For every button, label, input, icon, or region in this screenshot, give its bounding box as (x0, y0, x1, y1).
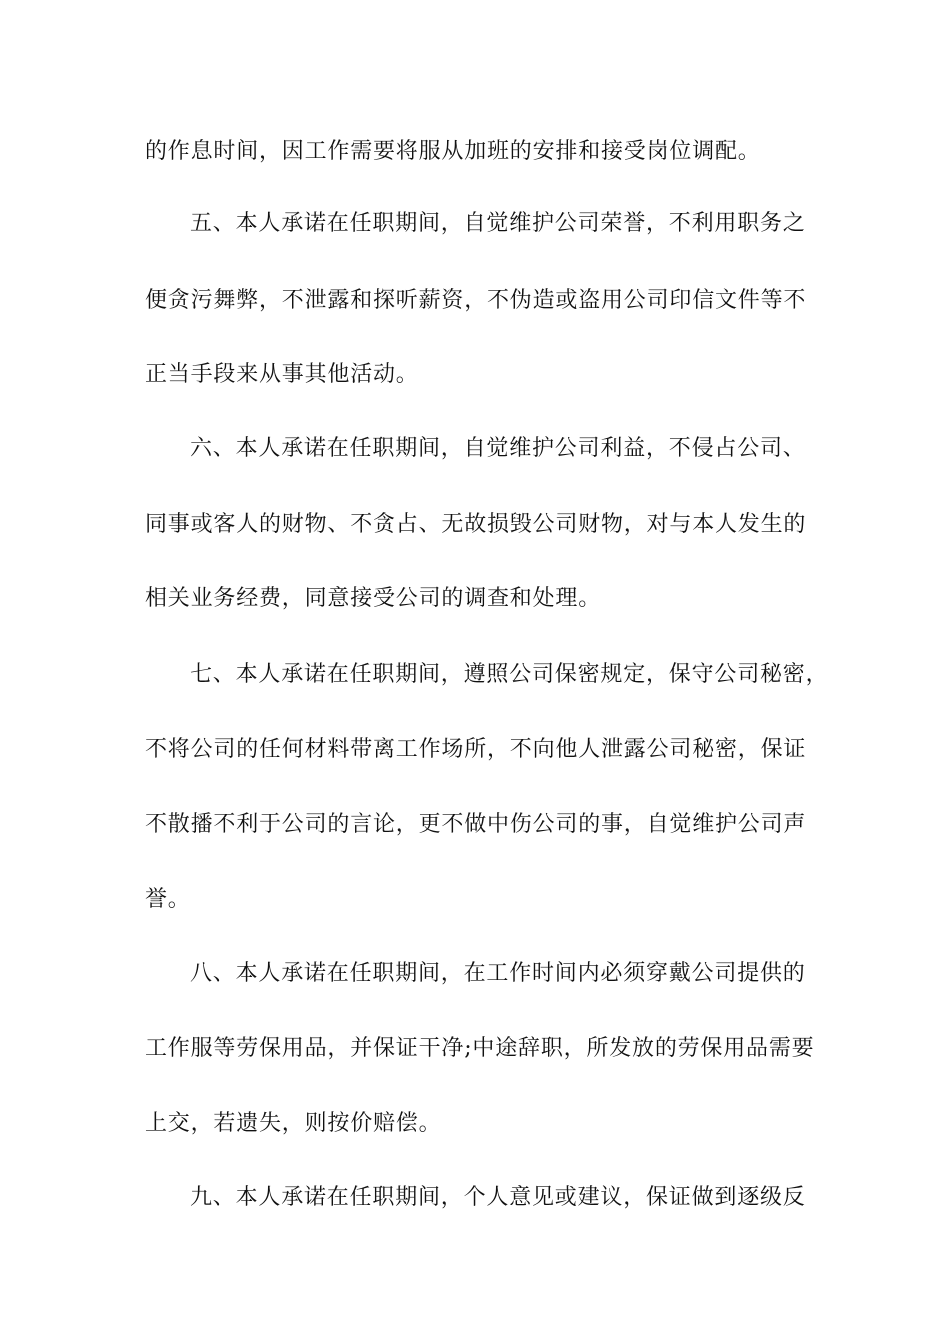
paragraph-line: 誉。 (145, 887, 191, 912)
paragraph-line: 正当手段来从事其他活动。 (145, 362, 419, 387)
paragraph-line: 相关业务经费，同意接受公司的调查和处理。 (145, 586, 602, 611)
paragraph-line: 九、本人承诺在任职期间，个人意见或建议，保证做到逐级反 (190, 1185, 806, 1210)
paragraph-line: 六、本人承诺在任职期间，自觉维护公司利益，不侵占公司、 (190, 436, 806, 461)
paragraph-line: 同事或客人的财物、不贪占、无故损毁公司财物，对与本人发生的 (145, 512, 807, 537)
paragraph-line: 七、本人承诺在任职期间，遵照公司保密规定，保守公司秘密， (190, 662, 829, 687)
paragraph-line: 便贪污舞弊，不泄露和探听薪资，不伪造或盗用公司印信文件等不 (145, 288, 807, 313)
paragraph-line: 上交，若遗失，则按价赔偿。 (145, 1111, 442, 1136)
paragraph-line: 的作息时间，因工作需要将服从加班的安排和接受岗位调配。 (145, 139, 761, 164)
paragraph-line: 八、本人承诺在任职期间，在工作时间内必须穿戴公司提供的 (190, 961, 806, 986)
paragraph-line: 不散播不利于公司的言论，更不做中伤公司的事，自觉维护公司声 (145, 812, 807, 837)
paragraph-line: 工作服等劳保用品，并保证干净;中途辞职，所发放的劳保用品需要 (145, 1036, 815, 1061)
paragraph-line: 五、本人承诺在任职期间，自觉维护公司荣誉，不利用职务之 (190, 211, 806, 236)
paragraph-line: 不将公司的任何材料带离工作场所，不向他人泄露公司秘密，保证 (145, 737, 807, 762)
